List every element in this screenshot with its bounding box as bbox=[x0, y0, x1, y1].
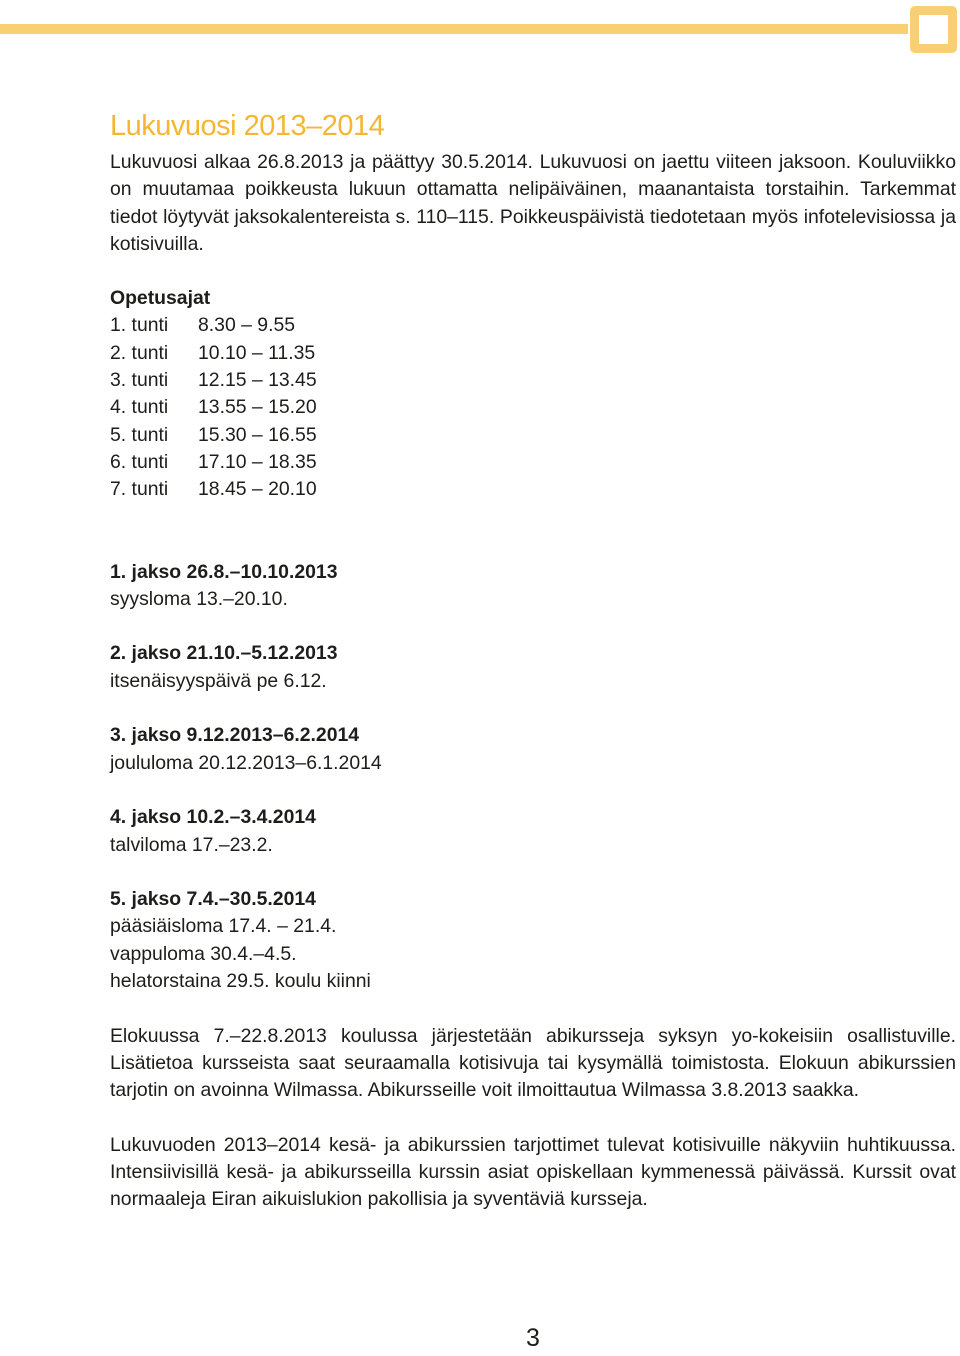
period-note: vappuloma 30.4.–4.5. bbox=[110, 942, 297, 965]
period-note: syysloma 13.–20.10. bbox=[110, 587, 288, 610]
schedule-row-time: 10.10 – 11.35 bbox=[198, 341, 316, 364]
schedule-row bbox=[110, 394, 956, 421]
period-title: 4. jakso 10.2.–3.4.2014 bbox=[110, 806, 316, 829]
period-title: 1. jakso 26.8.–10.10.2013 bbox=[110, 560, 338, 583]
schedule-row-time: 8.30 – 9.55 bbox=[198, 314, 296, 337]
schedule-row-label: 2. tunti bbox=[110, 341, 169, 364]
kesakurssit-paragraph: Lukuvuoden 2013–2014 kesä- ja abikurssien tarjottimet tulevat kotisivuille näkyviin huhtikuussa. Intensiivisillä kesä- ja abikursseilla kurssin asiat opiskellaan kymmenessä päivässä. Kurssit ovat normaaleja Eiran aikuislukion pakollisia ja syventäviä kursseja. bbox=[110, 1133, 956, 1211]
schedule-row-label: 1. tunti bbox=[110, 314, 169, 337]
schedule-row bbox=[110, 422, 956, 449]
page-title: Lukuvuosi 2013–2014 bbox=[110, 110, 385, 142]
schedule-row-label: 5. tunti bbox=[110, 423, 169, 446]
period-title: 5. jakso 7.4.–30.5.2014 bbox=[110, 888, 316, 911]
schedule-row-time: 13.55 – 15.20 bbox=[198, 396, 317, 419]
period-note: joululoma 20.12.2013–6.1.2014 bbox=[110, 751, 382, 774]
schedule-list bbox=[110, 312, 956, 503]
schedule-row-label: 7. tunti bbox=[110, 478, 169, 501]
schedule-row-time: 18.45 – 20.10 bbox=[198, 478, 317, 501]
schedule-row bbox=[110, 449, 956, 476]
schedule-heading: Opetusajat bbox=[110, 287, 211, 310]
period-note: itsenäisyyspäivä pe 6.12. bbox=[110, 669, 327, 692]
schedule-row bbox=[110, 340, 956, 367]
period-block bbox=[110, 722, 956, 777]
period-block bbox=[110, 559, 956, 614]
page-number: 3 bbox=[526, 1324, 540, 1352]
schedule-row bbox=[110, 312, 956, 339]
intro-paragraph: Lukuvuosi alkaa 26.8.2013 ja päättyy 30.5.2014. Lukuvuosi on jaettu viiteen jaksoon. Kouluviikko on muutamaa poikkeusta lukuun ottamatta nelipäiväinen, maanantaista torstaihin. Tarkemmat tiedot löytyvät jaksokalentereista s. 110–115. Poikkeuspäivistä tiedotetaan myös infotelevisiossa ja kotisivuilla. bbox=[110, 151, 956, 255]
schedule-row-label: 3. tunti bbox=[110, 369, 169, 392]
schedule-row-label: 6. tunti bbox=[110, 450, 169, 473]
abikurssit-paragraph: Elokuussa 7.–22.8.2013 koulussa järjestetään abikursseja syksyn yo-kokeisiin osallistuville. Lisätietoa kursseista saat seuraamalla kotisivuja tai kysymällä toimistosta. Elokuun abikurssien tarjotin on avoinna Wilmassa. Abikursseille voit ilmoittautua Wilmassa 3.8.2013 saakka. bbox=[110, 1024, 956, 1102]
corner-square-decoration bbox=[910, 6, 957, 53]
period-list bbox=[110, 559, 956, 996]
period-note: helatorstaina 29.5. koulu kiinni bbox=[110, 970, 371, 993]
period-block bbox=[110, 640, 956, 695]
period-note: pääsiäisloma 17.4. – 21.4. bbox=[110, 915, 337, 938]
period-title: 3. jakso 9.12.2013–6.2.2014 bbox=[110, 724, 360, 747]
schedule-row-label: 4. tunti bbox=[110, 396, 169, 419]
schedule-row-time: 12.15 – 13.45 bbox=[198, 369, 317, 392]
schedule-row-time: 15.30 – 16.55 bbox=[198, 423, 317, 446]
schedule-row-time: 17.10 – 18.35 bbox=[198, 450, 317, 473]
header-rule bbox=[0, 24, 908, 34]
schedule-row bbox=[110, 367, 956, 394]
period-title: 2. jakso 21.10.–5.12.2013 bbox=[110, 642, 338, 665]
period-note: talviloma 17.–23.2. bbox=[110, 833, 273, 856]
schedule-row bbox=[110, 476, 956, 503]
page-content bbox=[110, 106, 956, 1213]
period-block bbox=[110, 886, 956, 995]
period-block bbox=[110, 804, 956, 859]
